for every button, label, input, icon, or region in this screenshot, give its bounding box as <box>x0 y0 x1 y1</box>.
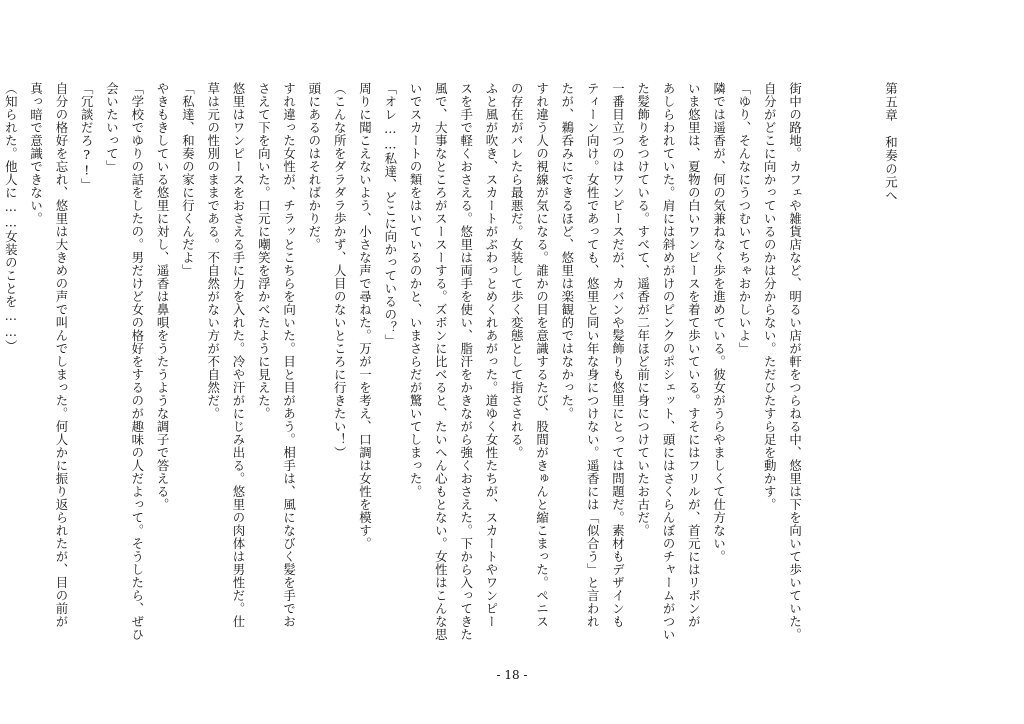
chapter-title: 第五章 和奏の元へ <box>883 82 899 203</box>
text-line: すれ違う人の視線が気になる。誰かの目を意識するたび、股間がきゅんと縮こまった。ペニス <box>534 82 550 628</box>
text-line: 隣では遥香が、何の気兼ねなく歩を進めている。彼女がうらやましくて仕方ない。 <box>711 82 727 563</box>
text-line: 風で、大事なところがスースーする。ズボンに比べると、たいへん心もとない。女性はこんな思 <box>433 82 449 641</box>
text-line: たが、鵜呑みにできるほど、悠里は楽観的ではなかった。 <box>559 82 575 420</box>
text-line: 頭にあるのはそればかりだ。 <box>306 82 322 251</box>
text-line: 「冗談だろ?!」 <box>79 82 95 192</box>
text-line: 真っ暗で意識できない。 <box>28 82 44 225</box>
text-line: 自分がどこに向かっているのかは分からない。ただひたすら足を動かす。 <box>762 82 778 511</box>
text-line: すれ違った女性が、チラッとこちらを向いた。目と目があう。相手は、風になびく髪を手でお <box>281 82 297 628</box>
text-line: 「オレ……私達、どこに向かっているの？」 <box>382 82 398 348</box>
page-number: - 18 - <box>496 668 528 682</box>
text-line: 「私達、和奏の家に行くんだよ」 <box>180 82 196 277</box>
text-line: スを手で軽くおさえる。悠里は両手を使い、脂汗をかきながら強くおさえた。下から入ってきた <box>458 82 474 641</box>
text-line: 「ゆり、そんなにうつむいてちゃおかしいよ」 <box>736 82 752 355</box>
text-line: （こんな所をダラダラ歩かず、人目のないところに行きたい！） <box>332 82 348 459</box>
text-line: 会いたいって」 <box>104 82 120 173</box>
text-line: （知られた。他人に……女装のことを……） <box>3 82 19 353</box>
text-line: いでスカートの類をはいているのかと、いまさらだが驚いてしまった。 <box>408 82 424 498</box>
text-line: あしらわれていた。肩には斜めがけのピンクのポシェット、頭にはさくらんぼのチャームがつい <box>661 82 677 641</box>
text-line: 一番目立つのはワンピースだが、カバンや髪飾りも悠里にとっては問題だ。素材もデザインも <box>610 82 626 628</box>
text-line: ティーン向け。女性であっても、悠里と同い年な身につけない。遥香には「似合う」と言われ <box>585 82 601 628</box>
text-line: やきもきしている悠里に対し、遥香は鼻唄をうたうような調子で答える。 <box>155 82 171 511</box>
text-line: 悠里はワンピースをおさえる手に力を入れた。冷や汗がにじみ出る。悠里の肉体は男性だ。仕 <box>230 82 246 628</box>
text-line: の存在がバレたら最悪だ。女装して歩く変態として指さされる。 <box>509 82 525 459</box>
text-line: た髪飾りをつけている。すべて、遥香が二年ほど前に身につけていたお古だ。 <box>635 82 651 537</box>
text-line: いま悠里は、夏物の白いワンピースを着て歩いている。すそにはフリルが、首元にはリボンが <box>686 82 702 628</box>
text-line: ふと風が吹き、スカートがぶわっとめくれあがった。道ゆく女性たちが、スカートやワンピー <box>483 82 499 628</box>
text-line: 街中の路地。カフェや雑貨店など、明るい店が軒をつらねる中、悠里は下を向いて歩いていた。 <box>787 82 803 641</box>
vertical-text-body <box>0 82 954 652</box>
text-line: 草は元の性別のままである。不自然がない方が不自然だ。 <box>205 82 221 420</box>
text-line: 自分の格好を忘れ、悠里は大きめの声で叫んでしまった。何人かに振り返られたが、目の前が <box>53 82 69 628</box>
text-line: さえて下を向いた。口元に嘲笑を浮かべたように見えた。 <box>256 82 272 420</box>
text-line: 周りに聞こえないよう、小さな声で尋ねた。万が一を考え、口調は女性を模す。 <box>357 82 373 550</box>
text-line: 「学校でゆりの話をしたの。男だけど女の格好をするのが趣味の人だよって。そうしたら、ぜひ <box>129 82 145 641</box>
